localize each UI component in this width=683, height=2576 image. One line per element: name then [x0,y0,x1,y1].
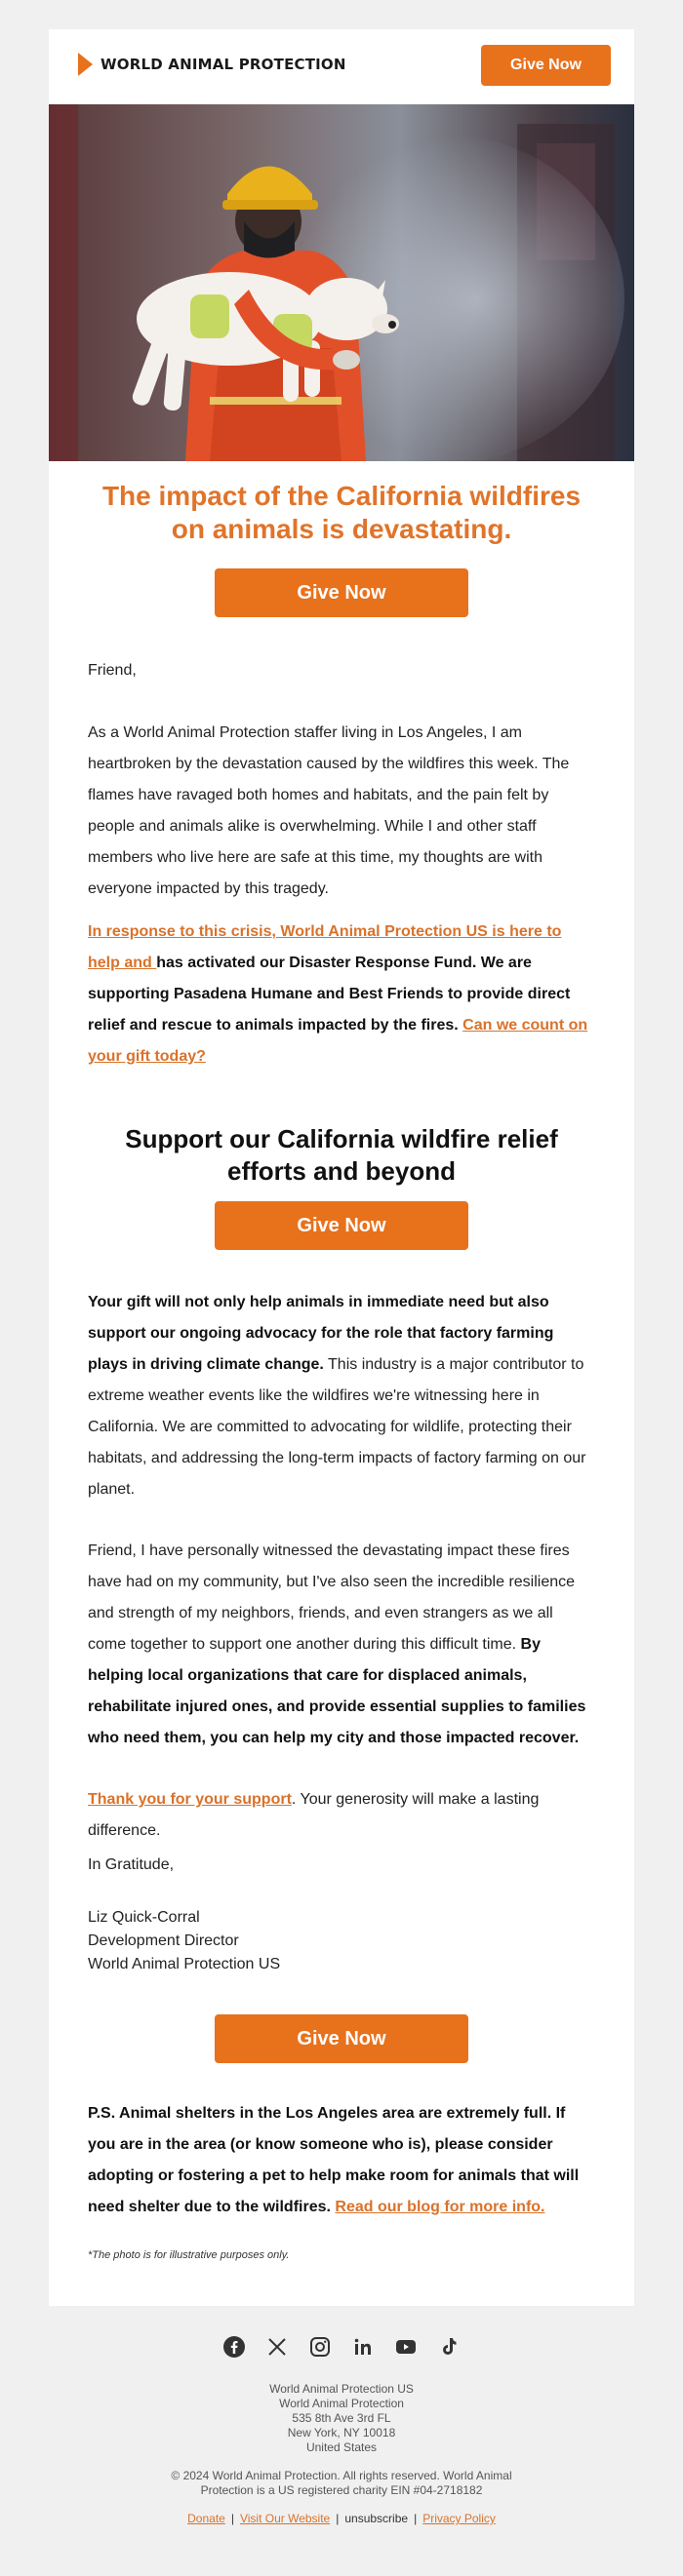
paragraph-5 [88,1784,595,1847]
donate-link[interactable]: Donate [187,2512,225,2525]
brand-name: WORLD ANIMAL PROTECTION [100,56,346,73]
paragraph-2 [88,917,595,1073]
closing: In Gratitude, [88,1856,175,1873]
paragraph-4-text: Friend, I have personally witnessed the devastating impact these fires have had on my community, but I've also seen the incredible resilience and strength of my neighbors, friends, and even strangers as we all come together to support one another during this difficult time. [88,1542,576,1653]
linkedin-icon[interactable] [351,2335,375,2359]
youtube-icon[interactable] [394,2335,418,2359]
x-icon[interactable] [265,2335,289,2359]
hero-image [49,104,634,461]
address-line: World Animal Protection [279,2397,404,2410]
unsubscribe-link[interactable]: unsubscribe [344,2512,409,2525]
separator: | [336,2512,340,2525]
headline: The impact of the California wildfires on animals is devastating. [101,481,582,544]
paragraph-3 [88,1287,595,1505]
instagram-icon[interactable] [308,2335,332,2359]
give-now-button-1[interactable]: Give Now [215,568,468,617]
privacy-link[interactable]: Privacy Policy [422,2512,496,2525]
paragraph-1: As a World Animal Protection staffer living in Los Angeles, I am heartbroken by the devastation caused by the wildfires this week. The flames have ravaged both homes and habitats, and the pain felt by people and animals alike is overwhelming. While I and other staff members who live here are safe at this time, my thoughts are with everyone impacted by this tragedy. [88,724,570,897]
email-card [49,29,634,2306]
address-line: United States [305,2440,378,2454]
tiktok-icon[interactable] [437,2335,461,2359]
footer [0,2335,683,2526]
address-line: New York, NY 10018 [287,2426,396,2439]
gift-today-link[interactable]: Can we count on your gift today? [88,1017,588,1065]
paragraph-4-bold: By helping local organizations that care for displaced animals, rehabilitate injured ones, and provide essential supplies to families who need them, you can help my city and those impacted recover. [88,1636,586,1746]
signature-block [88,1906,595,1976]
copyright: © 2024 World Animal Protection. All rights reserved. World Animal Protection is a US registered charity EIN #04-2718182 [171,2469,512,2497]
signature-title: Development Director [88,1932,239,1949]
paragraph-3-text: This industry is a major contributor to extreme weather events like the wildfires we're witnessing here in California. We are committed to advocating for wildlife, protecting their habitats, and addressing the long-term impacts of factory farming on our planet. [88,1356,586,1498]
signature-org: World Animal Protection US [88,1956,281,1972]
email-header [49,29,634,104]
subheading: Support our California wildfire relief efforts and beyond [125,1124,558,1186]
photo-note: *The photo is for illustrative purposes only. [88,2249,290,2261]
facebook-icon[interactable] [222,2335,246,2359]
paragraph-2-bold: has activated our Disaster Response Fund. We are supporting Pasadena Humane and Best Friends to provide direct relief and rescue to animals impacted by the fires. [88,955,571,1034]
paragraph-3-bold: Your gift will not only help animals in immediate need but also support our ongoing advocacy for the role that factory farming plays in driving climate change. [88,1294,554,1373]
footer-links [0,2512,683,2526]
give-now-button-3[interactable]: Give Now [215,2014,468,2063]
blog-link[interactable]: Read our blog for more info. [335,2199,545,2215]
hero-photo-illustration [49,104,634,461]
separator: | [230,2512,234,2525]
thank-you-link[interactable]: Thank you for your support [88,1791,292,1808]
separator: | [414,2512,418,2525]
greeting: Friend, [88,662,137,679]
footer-address [0,2382,683,2455]
paragraph-4 [88,1536,595,1754]
give-now-button-2[interactable]: Give Now [215,1201,468,1250]
help-link[interactable]: In response to this crisis, World Animal Protection US is here to help and [88,923,562,971]
address-line: World Animal Protection US [269,2382,414,2396]
signature-name: Liz Quick-Corral [88,1909,200,1926]
brand-logo[interactable] [78,51,346,78]
paragraph-5-text: . Your generosity will make a lasting difference. [88,1791,540,1839]
ps-paragraph [88,2098,595,2223]
logo-triangle-icon [78,53,93,76]
address-line: 535 8th Ave 3rd FL [292,2411,391,2425]
header-give-now-button[interactable]: Give Now [481,45,611,86]
ps-bold: P.S. Animal shelters in the Los Angeles area are extremely full. If you are in the area (or know someone who is), please consider adopting or fostering a pet to help make room for animals that will need shelter due to the wildfires. [88,2105,580,2215]
social-links [0,2335,683,2359]
website-link[interactable]: Visit Our Website [239,2512,331,2525]
